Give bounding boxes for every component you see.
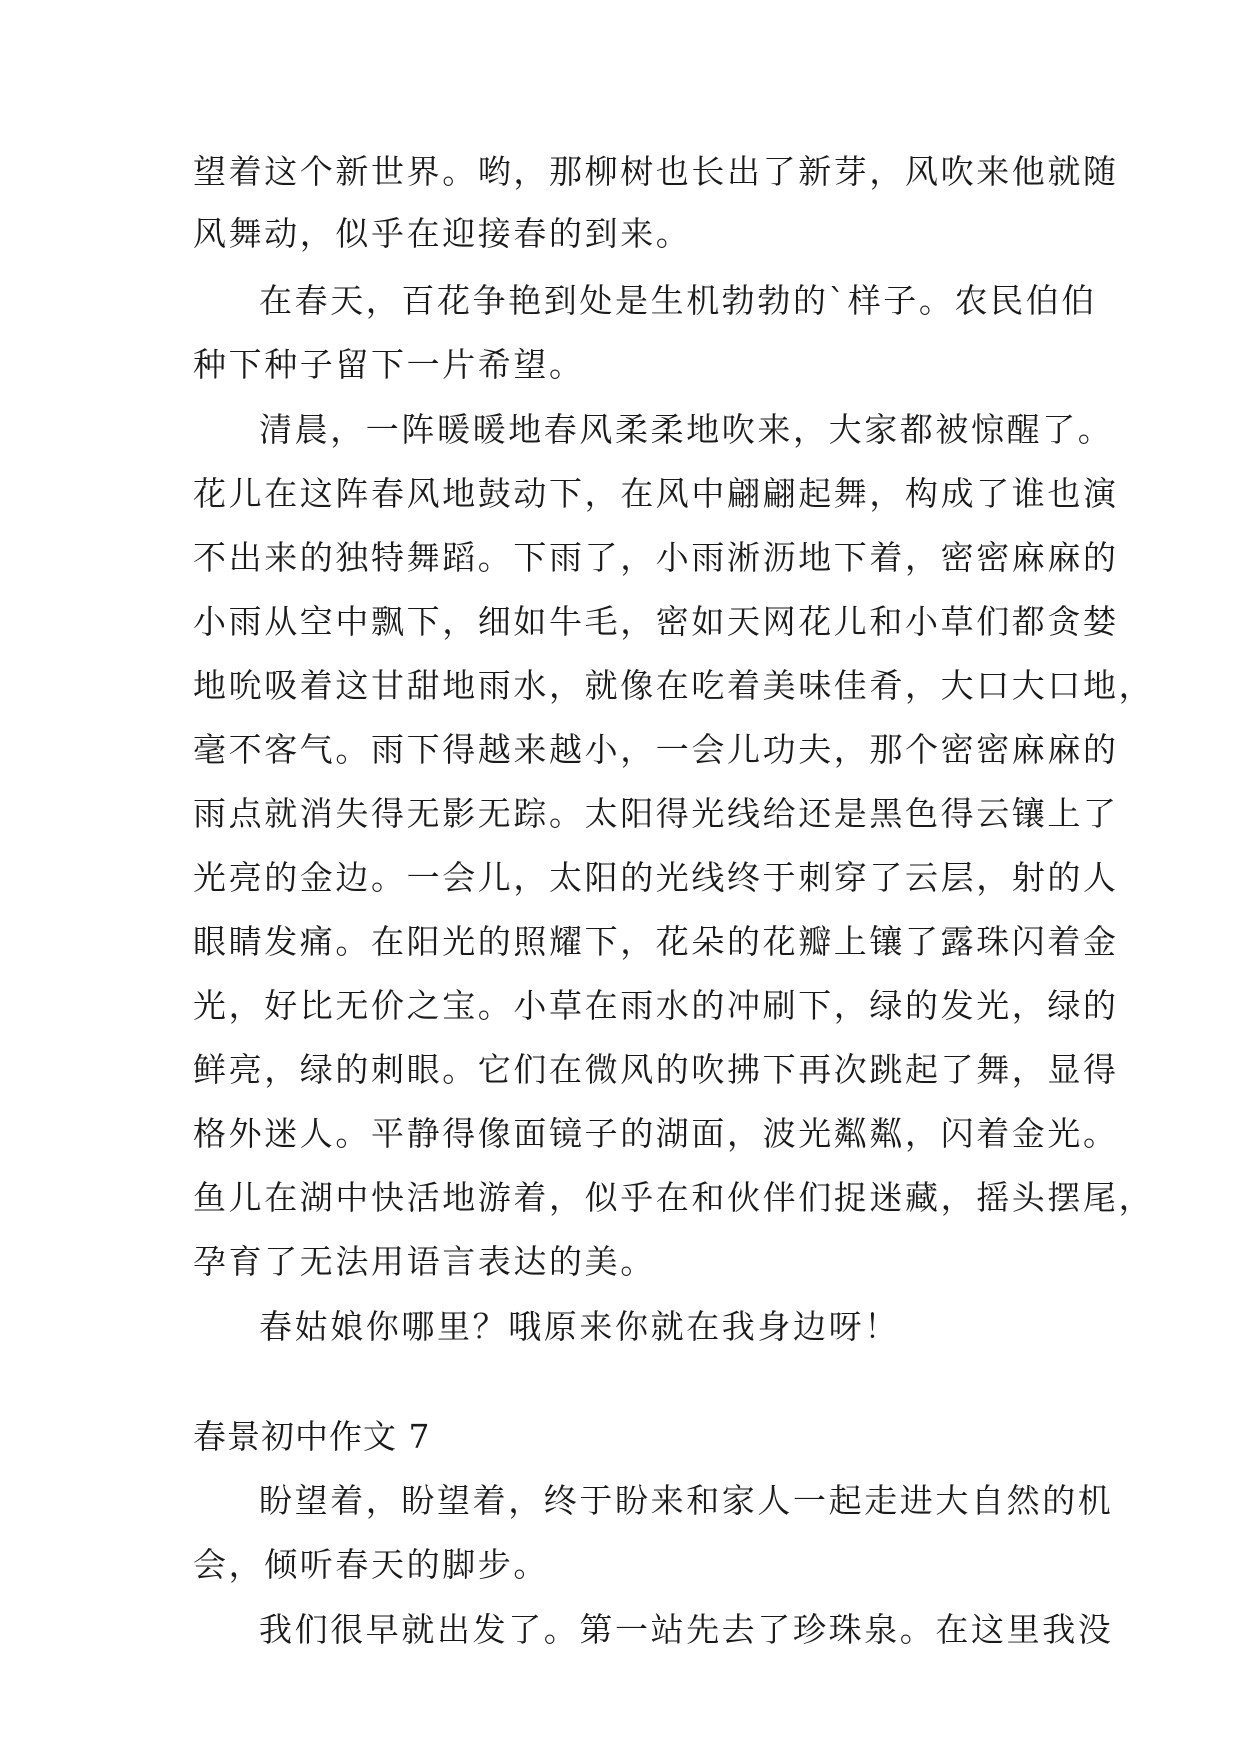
section-heading: 春景初中作文 7 [193, 1417, 431, 1456]
text-line: 雨点就消失得无影无踪。太阳得光线给还是黑色得云镶上了 [193, 794, 1119, 833]
text-line: 鲜亮，绿的刺眼。它们在微风的吹拂下再次跳起了舞，显得 [193, 1050, 1119, 1089]
text-line: 毫不客气。雨下得越来越小，一会儿功夫，那个密密麻麻的 [193, 730, 1119, 769]
text-line: 小雨从空中飘下，细如牛毛，密如天网花儿和小草们都贪婪 [193, 602, 1119, 641]
paragraph-start-line: 清晨，一阵暖暖地春风柔柔地吹来，大家都被惊醒了。 [259, 410, 1114, 449]
text-line: 格外迷人。平静得像面镜子的湖面，波光粼粼，闪着金光。 [193, 1114, 1119, 1153]
paragraph-start-line: 春姑娘你哪里？哦原来你就在我身边呀！ [259, 1307, 900, 1346]
text-line: 花儿在这阵春风地鼓动下，在风中翩翩起舞，构成了谁也演 [193, 474, 1119, 513]
paragraph-start-line: 在春天，百花争艳到处是生机勃勃的`样子。农民伯伯 [259, 281, 1097, 320]
text-line: 眼睛发痛。在阳光的照耀下，花朵的花瓣上镶了露珠闪着金 [193, 922, 1119, 961]
paragraph-start-line: 我们很早就出发了。第一站先去了珍珠泉。在这里我没 [259, 1610, 1114, 1649]
paragraph-start-line: 盼望着，盼望着，终于盼来和家人一起走进大自然的机 [259, 1481, 1114, 1520]
text-line: 地吮吸着这甘甜地雨水，就像在吃着美味佳肴，大口大口地， [193, 666, 1155, 705]
text-line: 光，好比无价之宝。小草在雨水的冲刷下，绿的发光，绿的 [193, 986, 1119, 1025]
text-line: 不出来的独特舞蹈。下雨了，小雨淅沥地下着，密密麻麻的 [193, 538, 1119, 577]
text-line: 光亮的金边。一会儿，太阳的光线终于刺穿了云层，射的人 [193, 858, 1119, 897]
text-line: 望着这个新世界。哟，那柳树也长出了新芽，风吹来他就随 [193, 152, 1119, 191]
text-line: 会，倾听春天的脚步。 [193, 1545, 549, 1584]
text-line: 鱼儿在湖中快活地游着，似乎在和伙伴们捉迷藏，摇头摆尾， [193, 1178, 1155, 1217]
text-line: 种下种子留下一片希望。 [193, 345, 585, 384]
text-line: 孕育了无法用语言表达的美。 [193, 1242, 656, 1281]
text-line: 风舞动，似乎在迎接春的到来。 [193, 214, 692, 253]
